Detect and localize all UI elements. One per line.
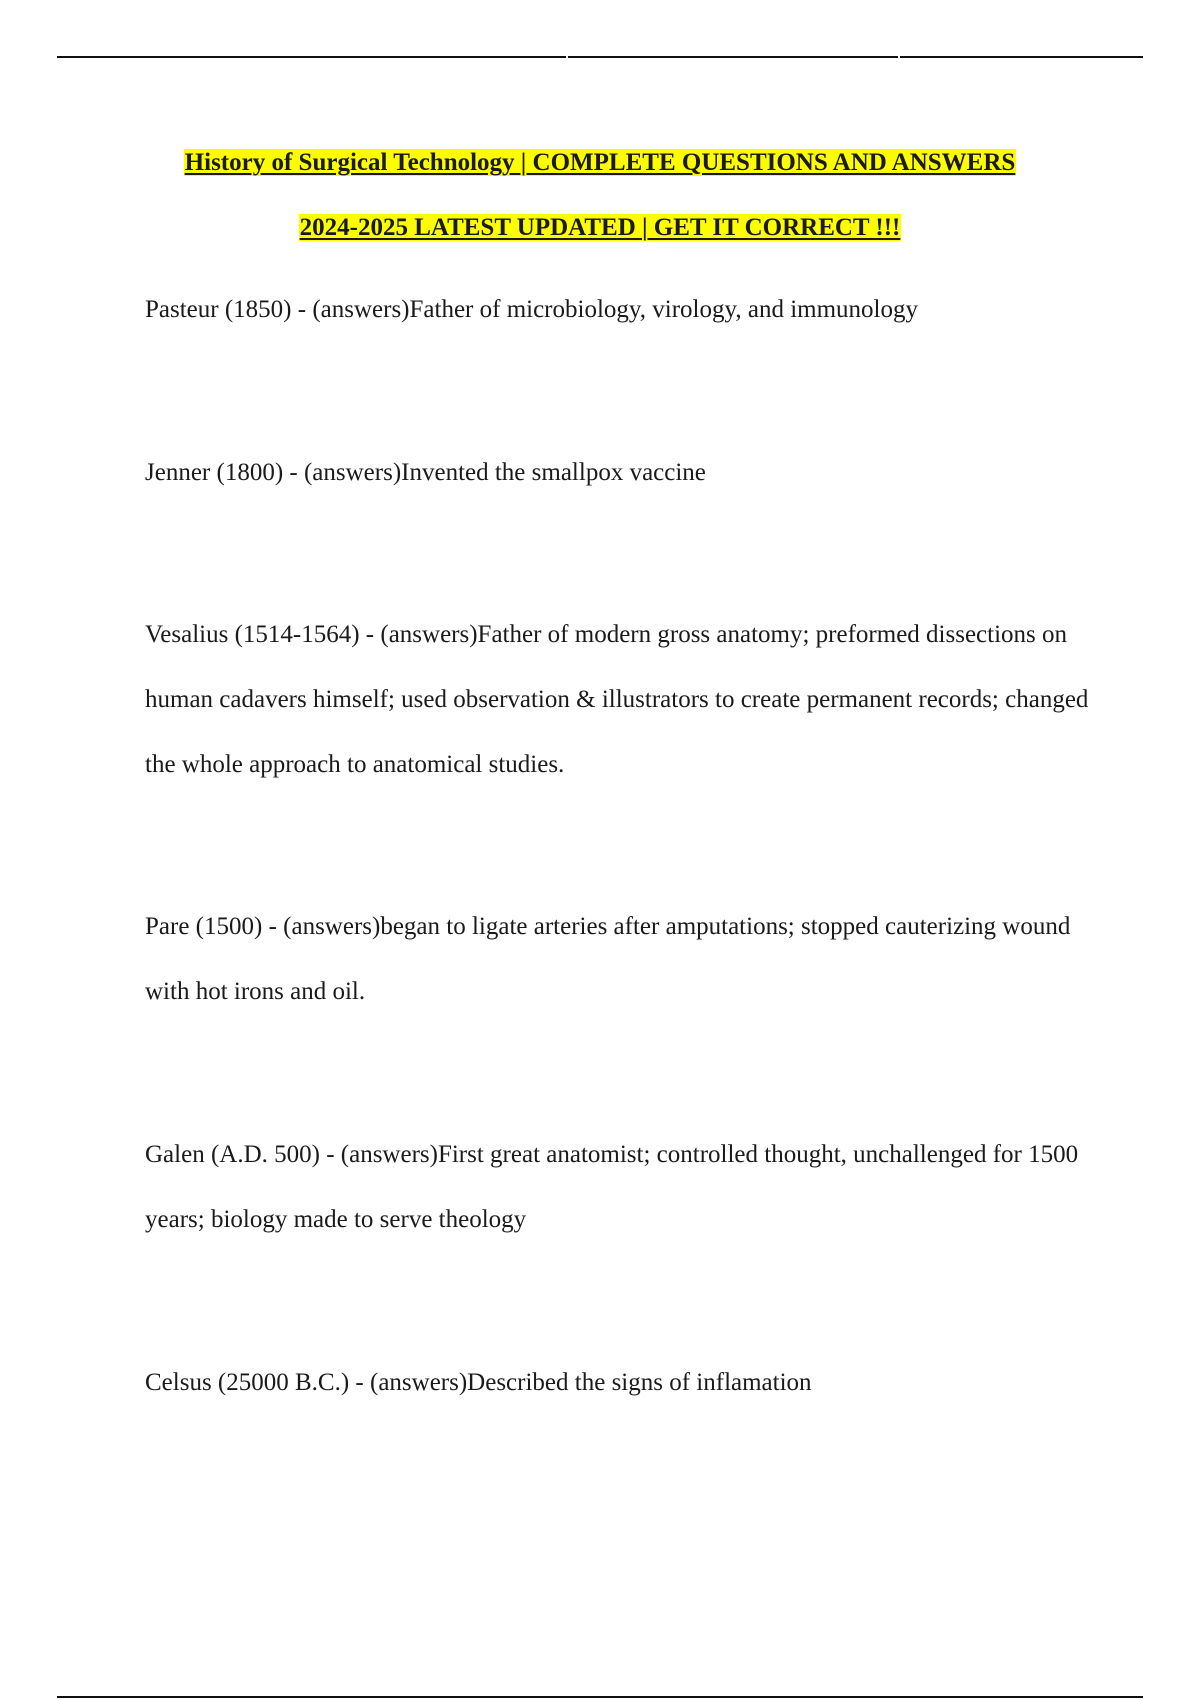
header-rule-segment-1 bbox=[57, 56, 566, 58]
entry-pare: Pare (1500) - (answers)began to ligate arteries after amputations; stopped cauterizing wound with hot irons and oil. bbox=[145, 913, 1071, 1005]
entry-pasteur: Pasteur (1850) - (answers)Father of microbiology, virology, and immunology bbox=[145, 296, 918, 323]
entry-jenner: Jenner (1800) - (answers)Invented the smallpox vaccine bbox=[145, 459, 706, 486]
entry-vesalius: Vesalius (1514-1564) - (answers)Father of modern gross anatomy; preformed dissections on human cadavers himself; used observation & illustrators to create permanent records; changed the whole approach to anatomical studies. bbox=[145, 621, 1089, 778]
title-line-2-text: 2024-2025 LATEST UPDATED | GET IT CORRECT !!! bbox=[299, 214, 901, 241]
header-rule-segment-2 bbox=[568, 56, 898, 58]
document-title-line-2 bbox=[0, 213, 1200, 243]
entry-galen: Galen (A.D. 500) - (answers)First great anatomist; controlled thought, unchallenged for 1500 years; biology made to serve theology bbox=[145, 1141, 1079, 1233]
document-title-line-1 bbox=[0, 148, 1200, 178]
footer-rule bbox=[57, 1696, 1143, 1698]
title-line-1-text: History of Surgical Technology | COMPLETE QUESTIONS AND ANSWERS bbox=[184, 149, 1016, 176]
entry-celsus: Celsus (25000 B.C.) - (answers)Described the signs of inflamation bbox=[145, 1369, 812, 1396]
header-rule-segment-3 bbox=[900, 56, 1143, 58]
